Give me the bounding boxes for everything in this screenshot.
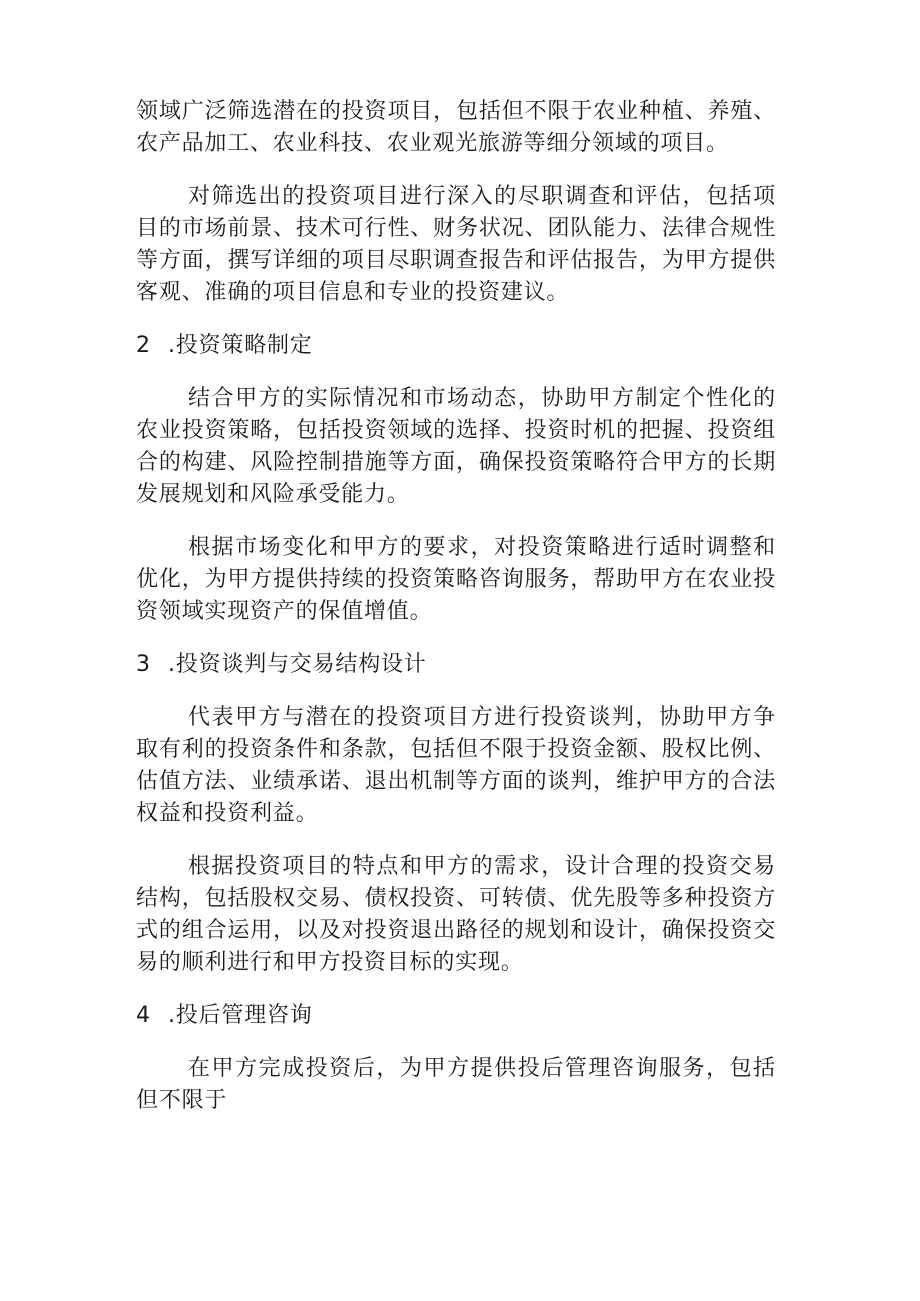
paragraph-strategy: 结合甲方的实际情况和市场动态，协助甲方制定个性化的农业投资策略，包括投资领域的选择、投资时机的把握、投资组合的构建、风险控制措施等方面，确保投资策略符合甲方的长期发展规划和风险承受能力。: [136, 386, 776, 507]
section-heading-2: [136, 330, 776, 362]
paragraph-post-investment: 在甲方完成投资后，为甲方提供投后管理咨询服务，包括但不限于: [136, 1056, 776, 1113]
paragraph-strategy-adjust: 根据市场变化和甲方的要求，对投资策略进行适时调整和优化，为甲方提供持续的投资策略咨询服务，帮助甲方在农业投资领域实现资产的保值增值。: [136, 535, 776, 624]
paragraph-negotiation: 代表甲方与潜在的投资项目方进行投资谈判，协助甲方争取有利的投资条件和条款，包括但不限于投资金额、股权比例、估值方法、业绩承诺、退出机制等方面的谈判，维护甲方的合法权益和投资利益。: [136, 705, 776, 826]
document-body: [136, 96, 776, 1117]
section-title: .投资策略制定: [168, 333, 313, 358]
section-heading-4: [136, 1000, 776, 1032]
paragraph-due-diligence: 对筛选出的投资项目进行深入的尽职调查和评估，包括项目的市场前景、技术可行性、财务状况、团队能力、法律合规性等方面，撰写详细的项目尽职调查报告和评估报告，为甲方提供客观、准确的项目信息和专业的投资建议。: [136, 184, 776, 305]
paragraph-deal-structure: 根据投资项目的特点和甲方的需求，设计合理的投资交易结构，包括股权交易、债权投资、可转债、优先股等多种投资方式的组合运用，以及对投资退出路径的规划和设计，确保投资交易的顺利进行和甲方投资目标的实现。: [136, 854, 776, 975]
section-title: .投资谈判与交易结构设计: [168, 652, 427, 677]
paragraph-continued: 领域广泛筛选潜在的投资项目，包括但不限于农业种植、养殖、农产品加工、农业科技、农业观光旅游等细分领域的项目。: [136, 99, 776, 156]
section-heading-3: [136, 649, 776, 681]
section-number: 2: [136, 333, 151, 358]
section-number: 3: [136, 652, 151, 677]
section-number: 4: [136, 1003, 151, 1028]
section-title: .投后管理咨询: [168, 1003, 313, 1028]
